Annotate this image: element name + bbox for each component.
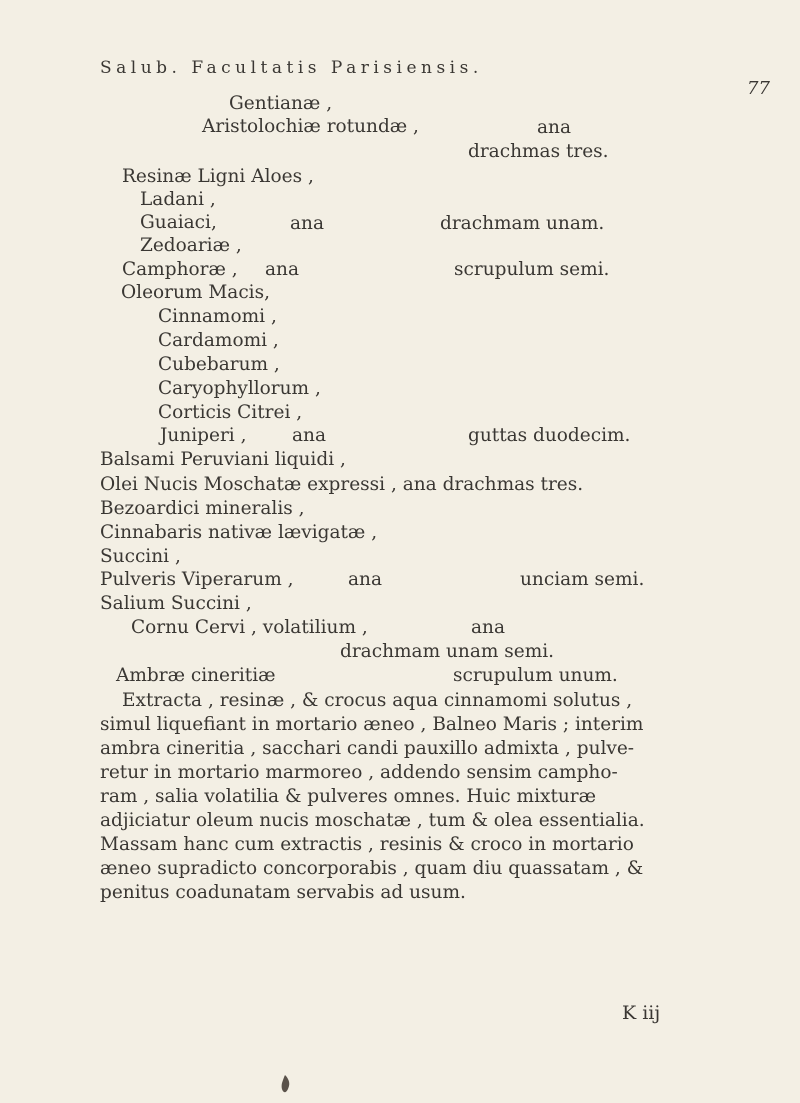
recipe-line: Olei Nucis Moschatæ expressi , ana drachmas tres. — [100, 474, 584, 495]
recipe-line: Succini , — [100, 546, 181, 567]
recipe-line: Aristolochiæ rotundæ , — [202, 116, 419, 137]
recipe-quantity: unciam semi. — [520, 569, 645, 590]
recipe-ana: ana — [265, 259, 299, 280]
recipe-ana: ana — [348, 569, 382, 590]
recipe-line: Camphoræ , — [122, 259, 238, 280]
paragraph-line: æneo supradicto concorporabis , quam diu quassatam , & — [100, 858, 644, 879]
recipe-ana: ana — [471, 617, 505, 638]
paragraph-line: retur in mortario marmoreo , addendo sensim campho- — [100, 762, 618, 783]
paragraph-line: ambra cineritia , sacchari candi pauxillo admixta , pulve- — [100, 738, 635, 759]
paragraph-line: simul liquefiant in mortario æneo , Balneo Maris ; interim — [100, 714, 644, 735]
recipe-line: Cornu Cervi , volatilium , — [131, 617, 368, 638]
recipe-line: Caryophyllorum , — [158, 378, 321, 399]
recipe-quantity: scrupulum unum. — [453, 665, 618, 686]
recipe-line: Resinæ Ligni Aloes , — [122, 166, 314, 187]
page-number: 77 — [747, 78, 770, 99]
recipe-line: Pulveris Viperarum , — [100, 569, 294, 590]
recipe-line: Zedoariæ , — [140, 235, 242, 256]
recipe-line: Cubebarum , — [158, 354, 280, 375]
paragraph-line: penitus coadunatam servabis ad usum. — [100, 882, 466, 903]
recipe-quantity: drachmam unam. — [440, 213, 605, 234]
running-title: Salub. Facultatis Parisiensis. — [100, 58, 483, 78]
recipe-ana: ana — [290, 213, 324, 234]
recipe-quantity: drachmas tres. — [468, 141, 609, 162]
recipe-line: Juniperi , — [160, 425, 247, 446]
recipe-line: Ladani , — [140, 189, 216, 210]
recipe-ana: ana — [537, 117, 571, 138]
recipe-line: Cinnamomi , — [158, 306, 277, 327]
recipe-quantity: guttas duodecim. — [468, 425, 631, 446]
paragraph-line: Extracta , resinæ , & crocus aqua cinnamomi solutus , — [122, 690, 633, 711]
paragraph-line: ram , salia volatilia & pulveres omnes. Huic mixturæ — [100, 786, 597, 807]
signature-mark: K iij — [622, 1002, 661, 1024]
ink-blot-icon — [281, 1075, 290, 1093]
recipe-quantity: scrupulum semi. — [454, 259, 610, 280]
recipe-line: Bezoardici mineralis , — [100, 498, 305, 519]
recipe-line: Cardamomi , — [158, 330, 279, 351]
recipe-line: Corticis Citrei , — [158, 402, 303, 423]
recipe-line: Gentianæ , — [229, 93, 333, 114]
paragraph-line: Massam hanc cum extractis , resinis & croco in mortario — [100, 834, 634, 855]
recipe-line: Balsami Peruviani liquidi , — [100, 449, 346, 470]
recipe-line: Oleorum Macis, — [121, 282, 270, 303]
recipe-ana: ana — [292, 425, 326, 446]
recipe-line: Cinnabaris nativæ lævigatæ , — [100, 522, 378, 543]
recipe-line: Guaiaci, — [140, 212, 217, 233]
recipe-quantity: drachmam unam semi. — [340, 641, 555, 662]
paragraph-line: adjiciatur oleum nucis moschatæ , tum & olea essentialia. — [100, 810, 645, 831]
recipe-line: Salium Succini , — [100, 593, 252, 614]
recipe-line: Ambræ cineritiæ — [116, 665, 276, 686]
